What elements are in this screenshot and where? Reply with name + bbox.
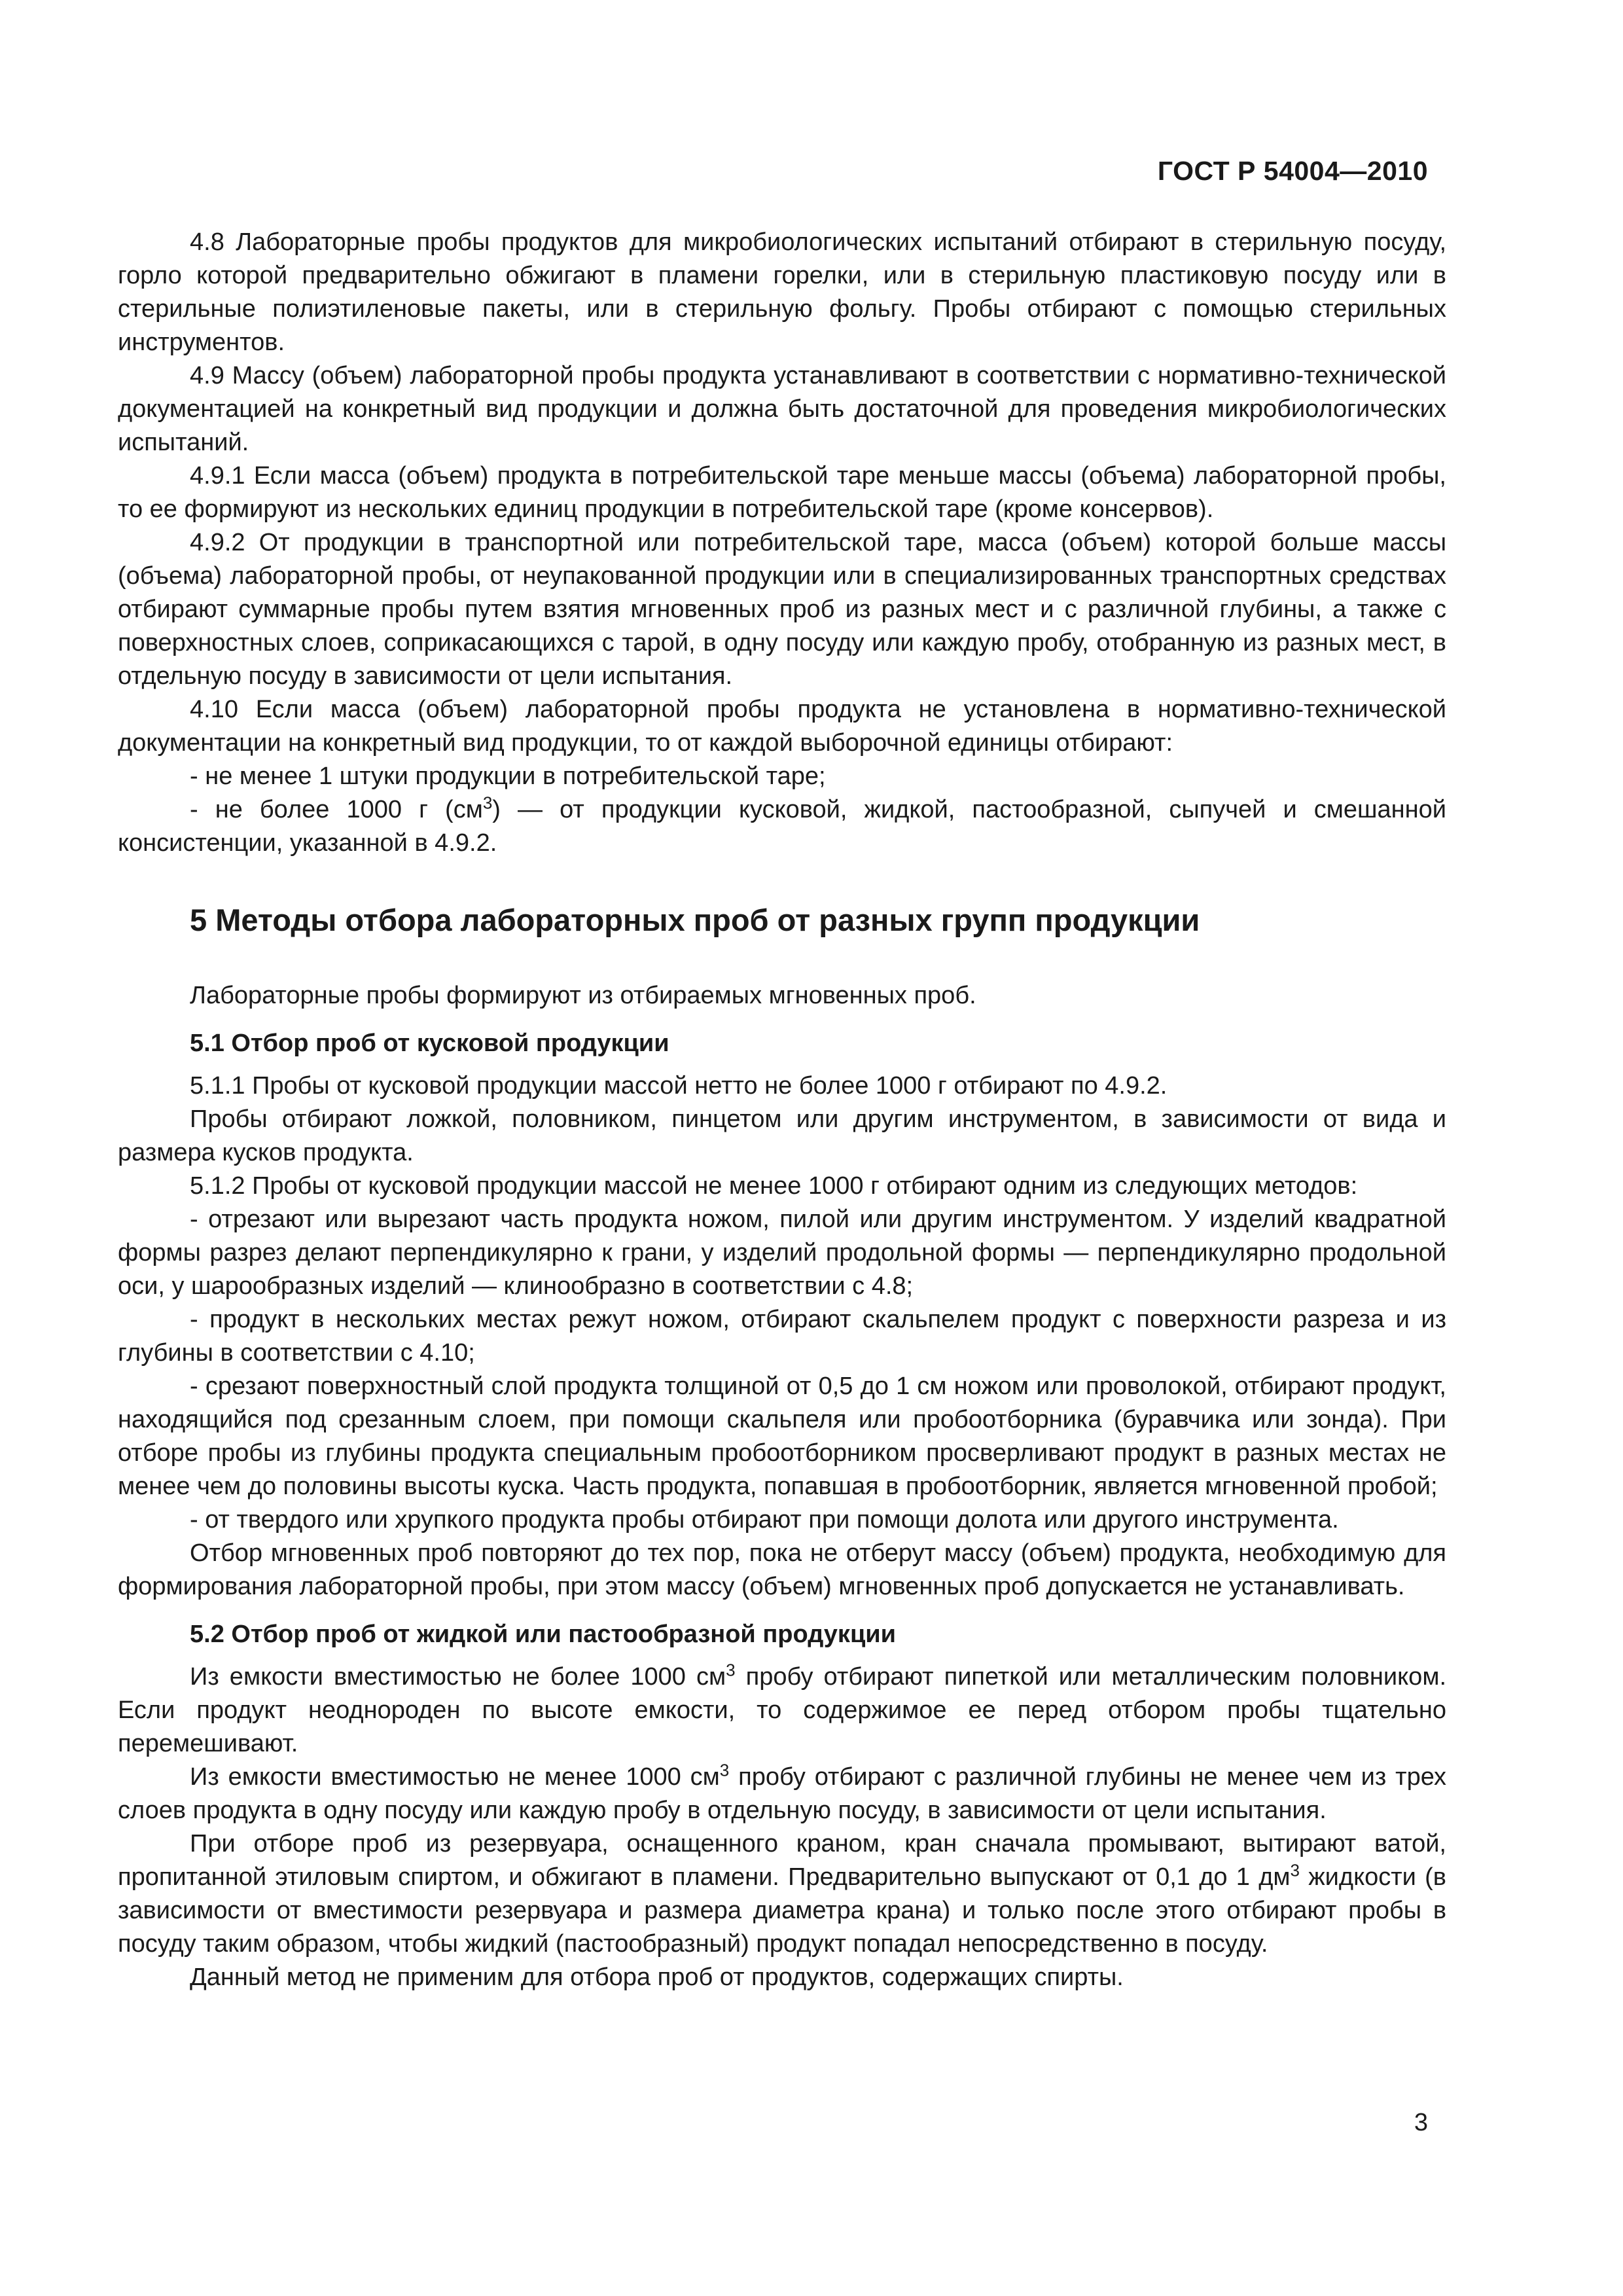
- paragraph-4-8: 4.8 Лабораторные пробы продуктов для микробиологических испытаний отбирают в стерильную посуду, горло которой предварительно обжигают в пламени горелки, или в стерильную пластиковую посуду или в стерильные полиэтиленовые пакеты, или в стерильную фольгу. Пробы отбирают с помощью стерильных инструментов.: [118, 228, 1446, 356]
- paragraph-5-2-small-text: Из емкости вместимостью не более 1000 см: [190, 1663, 726, 1691]
- paragraph-5-1-2-repeat: Отбор мгновенных проб повторяют до тех пор, пока не отберут массу (объем) продукта, необходимую для формирования лабораторной пробы, при этом массу (объем) мгновенных проб допускается не устанавливать.: [118, 1539, 1446, 1600]
- paragraph-4-9: 4.9 Массу (объем) лабораторной пробы продукта устанавливают в соответствии с нормативно-технической документацией на конкретный вид продукции и должна быть достаточной для проведения микробиологических испытаний.: [118, 362, 1446, 456]
- paragraph-5-2-reservoir: [118, 1827, 1446, 1961]
- paragraph-5-2-large-text-end: пробу отбирают с различной глубины не менее чем из трех слоев продукта в одну посуду или каждую пробу в отдельную посуду, в зависимости от цели испытания.: [118, 1763, 1446, 1824]
- list-item-5-1-2-a: - отрезают или вырезают часть продукта ножом, пилой или другим инструментом. У изделий квадратной формы разрез делают перпендикулярно к грани, у изделий продольной формы — перпендикулярно продольной оси, у шарообразных изделий — клинообразно в соответствии с 4.8;: [118, 1206, 1446, 1300]
- subsection-5-1-heading: 5.1 Отбор проб от кусковой продукции: [190, 1030, 669, 1057]
- paragraph-5-2-note: Данный метод не применим для отбора проб от продуктов, содержащих спирты.: [190, 1964, 1124, 1991]
- document-body: [118, 226, 1446, 1994]
- list-item-4-10-b-text-end: ) — от продукции кусковой, жидкой, пастообразной, сыпучей и смешанной консистенции, указанной в 4.9.2.: [118, 796, 1446, 857]
- paragraph-5-2-small-text-end: пробу отбирают пипеткой или металлическим половником. Если продукт неоднороден по высоте емкости, то содержимое ее перед отбором пробы тщательно перемешивают.: [118, 1663, 1446, 1757]
- paragraph-4-9-1: 4.9.1 Если масса (объем) продукта в потребительской таре меньше массы (объема) лабораторной пробы, то ее формируют из нескольких единиц продукции в потребительской таре (кроме консервов).: [118, 462, 1446, 523]
- list-item-4-10-b: [118, 793, 1446, 860]
- superscript-cube: 3: [726, 1660, 736, 1680]
- superscript-cube: 3: [719, 1760, 730, 1780]
- paragraph-5-1-1-tools: Пробы отбирают ложкой, половником, пинцетом или другим инструментом, в зависимости от вида и размера кусков продукта.: [118, 1105, 1446, 1166]
- document-id-header: ГОСТ Р 54004—2010: [1157, 156, 1428, 186]
- paragraph-5-2-small-container: [118, 1660, 1446, 1761]
- list-item-5-1-2-c: - срезают поверхностный слой продукта толщиной от 0,5 до 1 см ножом или проволокой, отбирают продукт, находящийся под срезанным слоем, при помощи скальпеля или пробоотборника (буравчика или зонда). При отборе пробы из глубины продукта специальным пробоотборником просверливают продукт в разных местах не менее чем до половины высоты куска. Часть продукта, попавшая в пробоотборник, является мгновенной пробой;: [118, 1372, 1446, 1500]
- paragraph-5-2-large-text: Из емкости вместимостью не менее 1000 см: [190, 1763, 720, 1791]
- paragraph-5-2-large-container: [118, 1761, 1446, 1827]
- list-item-5-1-2-b: - продукт в нескольких местах режут ножом, отбирают скальпелем продукт с поверхности разреза и из глубины в соответствии с 4.10;: [118, 1306, 1446, 1367]
- paragraph-5-1-1: 5.1.1 Пробы от кусковой продукции массой нетто не более 1000 г отбирают по 4.9.2.: [190, 1072, 1168, 1100]
- subsection-5-2-heading: 5.2 Отбор проб от жидкой или пастообразной продукции: [190, 1621, 897, 1648]
- page-number: 3: [1414, 2109, 1428, 2136]
- paragraph-4-9-2: 4.9.2 От продукции в транспортной или потребительской таре, масса (объем) которой больше массы (объема) лабораторной пробы, от неупакованной продукции или в специализированных транспортных средствах отбирают суммарные пробы путем взятия мгновенных проб из разных мест и с различной глубины, а также с поверхностных слоев, соприкасающихся с тарой, в одну посуду или каждую пробу, отобранную из разных мест, в отдельную посуду в зависимости от цели испытания.: [118, 529, 1446, 690]
- paragraph-5-1-2: 5.1.2 Пробы от кусковой продукции массой не менее 1000 г отбирают одним из следующих методов:: [190, 1172, 1358, 1200]
- list-item-4-10-b-text: - не более 1000 г (см: [190, 796, 483, 823]
- paragraph-5-2-reservoir-text-end: жидкости (в зависимости от вместимости резервуара и размера диаметра крана) и только после этого отбирают пробы в посуду таким образом, чтобы жидкий (пастообразный) продукт попадал непосредственно в посуду.: [118, 1863, 1446, 1958]
- paragraph-4-10: 4.10 Если масса (объем) лабораторной пробы продукта не установлена в нормативно-технической документации на конкретный вид продукции, то от каждой выборочной единицы отбирают:: [118, 696, 1446, 757]
- list-item-5-1-2-d: - от твердого или хрупкого продукта пробы отбирают при помощи долота или другого инструмента.: [190, 1506, 1339, 1534]
- section-5-heading: 5 Методы отбора лабораторных проб от разных групп продукции: [190, 903, 1200, 937]
- superscript-cube: 3: [482, 793, 493, 813]
- section-5-intro: Лабораторные пробы формируют из отбираемых мгновенных проб.: [190, 982, 976, 1009]
- list-item-4-10-a: - не менее 1 штуки продукции в потребительской таре;: [190, 762, 826, 790]
- paragraph-5-2-reservoir-text: При отборе проб из резервуара, оснащенного краном, кран сначала промывают, вытирают ватой, пропитанной этиловым спиртом, и обжигают в пламени. Предварительно выпускают от 0,1 до 1 дм: [118, 1830, 1446, 1891]
- superscript-cube: 3: [1290, 1860, 1300, 1880]
